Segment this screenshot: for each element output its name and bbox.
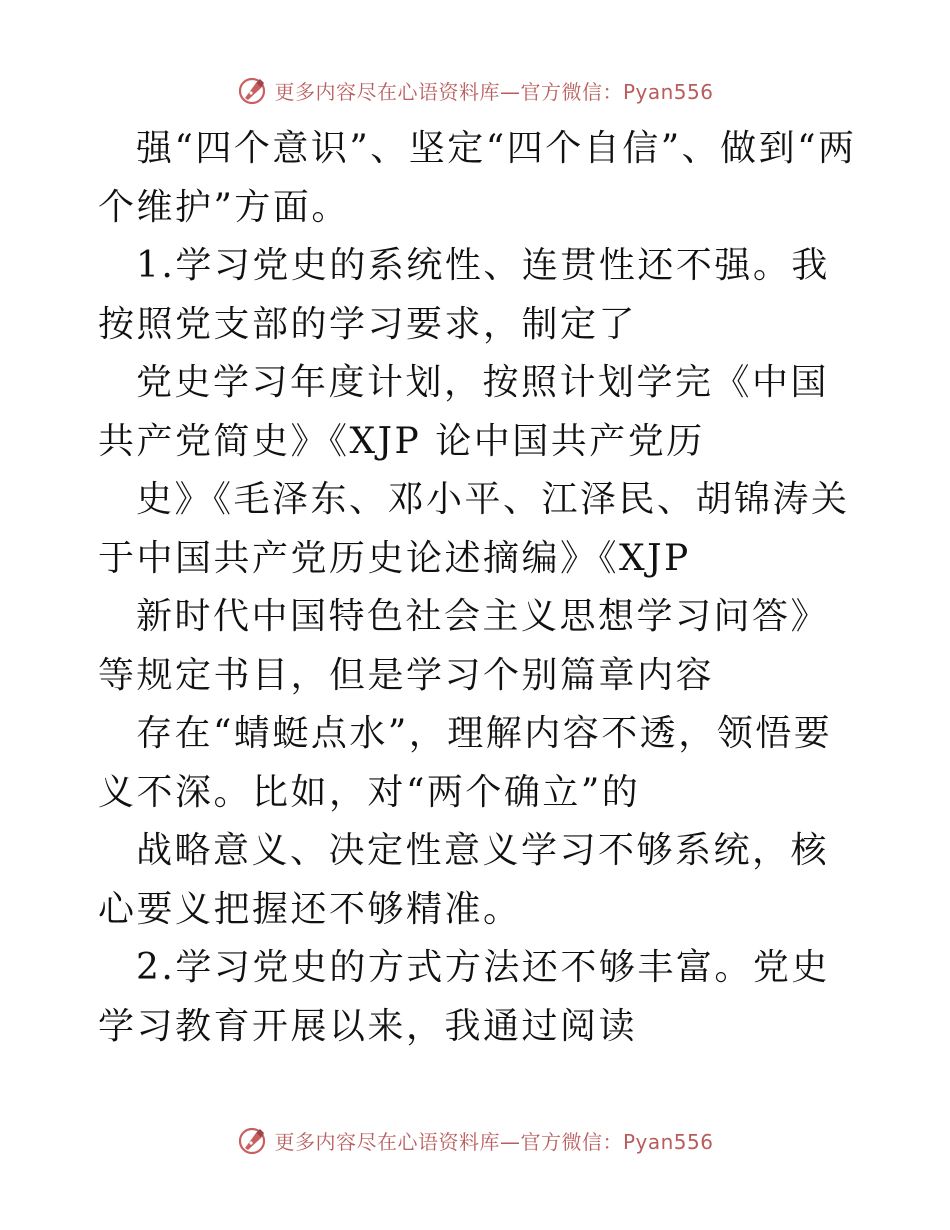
paragraph-4: 史》《毛泽东、邓小平、江泽民、胡锦涛关于中国共产党历史论述摘编》《XJP bbox=[98, 479, 850, 579]
paragraph-3: 党史学习年度计划，按照计划学完《中国共产党简史》《XJP 论中国共产党历 bbox=[98, 362, 830, 462]
pen-nib-logo-icon bbox=[236, 74, 268, 106]
paragraph-1: 强“四个意识”、坚定“四个自信”、做到“两个维护”方面。 bbox=[98, 128, 857, 228]
paragraph-2: 1.学习党史的系统性、连贯性还不强。我按照党支部的学习要求，制定了 bbox=[98, 245, 830, 345]
footer-banner bbox=[0, 1120, 950, 1160]
paragraph-5: 新时代中国特色社会主义思想学习问答》等规定书目，但是学习个别篇章内容 bbox=[98, 596, 830, 696]
paragraph-6: 存在“蜻蜓点水”，理解内容不透，领悟要义不深。比如，对“两个确立”的 bbox=[98, 713, 833, 813]
pen-nib-logo-icon bbox=[236, 1124, 268, 1156]
document-body bbox=[98, 120, 858, 1056]
paragraph-8: 2.学习党史的方式方法还不够丰富。党史学习教育开展以来，我通过阅读 bbox=[98, 947, 830, 1047]
header-banner-text: 更多内容尽在心语资料库—官方微信：Pyan556 bbox=[274, 79, 714, 104]
header-banner bbox=[0, 70, 950, 110]
footer-banner-text: 更多内容尽在心语资料库—官方微信：Pyan556 bbox=[274, 1129, 714, 1154]
paragraph-7: 战略意义、决定性意义学习不够系统，核心要义把握还不够精准。 bbox=[98, 830, 830, 930]
